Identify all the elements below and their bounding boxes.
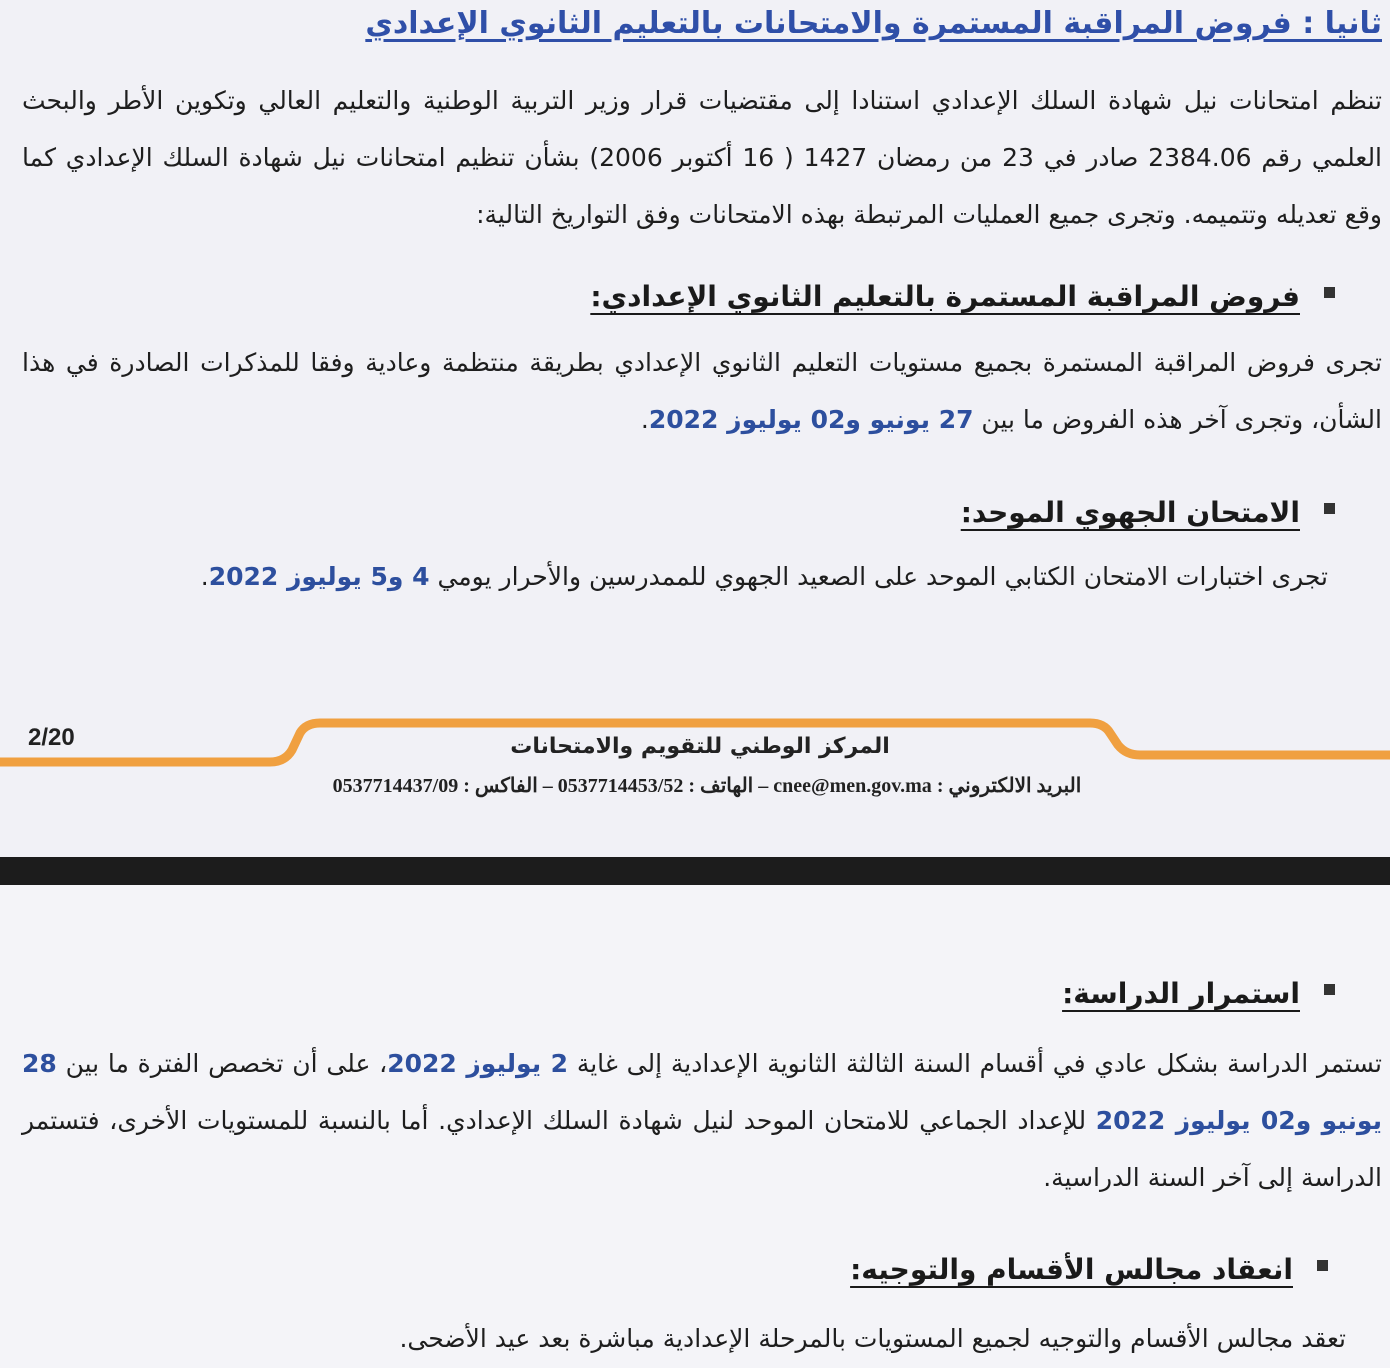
phone-number: 0537714453/52	[557, 775, 684, 797]
section-heading-class-councils: انعقاد مجالس الأقسام والتوجيه:	[850, 1253, 1328, 1286]
date-highlight: 28 يونيو و02 يوليوز 2022	[22, 1049, 1382, 1135]
page-number: 2/20	[28, 724, 75, 751]
intro-paragraph: تنظم امتحانات نيل شهادة السلك الإعدادي استنادا إلى مقتضيات قرار وزير التربية الوطنية والتعليم العالي وتكوين الأطر والبحث العلمي رقم 2384.06 صادر في 23 من رمضان 1427 ( 16 أكتوبر 2006) بشأن تنظيم امتحانات نيل شهادة السلك الإعدادي كما وقع تعديله وتتميمه. وتجرى جميع العمليات المرتبطة بهذه الامتحانات وفق التواريخ التالية:	[22, 86, 1383, 229]
date-highlight: 4 و5 يوليوز 2022	[208, 562, 430, 591]
section-paragraph-continuous-assessment: تجرى فروض المراقبة المستمرة بجميع مستويات التعليم الثانوي الإعدادي بطريقة منتظمة وعادية وفقا للمذكرات الصادرة في هذا الشأن، وتجرى آخر هذه الفروض ما بين 27 يونيو و02 يوليوز 2022.	[22, 348, 1382, 434]
section-paragraph-class-councils: تعقد مجالس الأقسام والتوجيه لجميع المستويات بالمرحلة الإعدادية مباشرة بعد عيد الأضحى.	[399, 1324, 1346, 1353]
separator: –	[758, 775, 769, 797]
square-bullet-icon	[1324, 287, 1335, 298]
date-highlight: 27 يونيو و02 يوليوز 2022	[648, 405, 974, 434]
section-paragraph-study-continuation: تستمر الدراسة بشكل عادي في أقسام السنة الثالثة الثانوية الإعدادية إلى غاية 2 يوليوز 2022، على أن تخصص الفترة ما بين 28 يونيو و02 يوليوز 2022 للإعداد الجماعي للامتحان الموحد لنيل شهادة السلك الإعدادي. أما بالنسبة للمستويات الأخرى، فتستمر الدراسة إلى آخر السنة الدراسية.	[22, 1049, 1382, 1192]
fax-number: 0537714437/09	[332, 775, 459, 797]
separator: –	[542, 775, 553, 797]
date-highlight: 2 يوليوز 2022	[387, 1049, 569, 1078]
email-address: cnee@men.gov.ma	[773, 775, 932, 797]
section-heading-study-continuation: استمرار الدراسة:	[1062, 977, 1335, 1010]
square-bullet-icon	[1324, 984, 1335, 995]
square-bullet-icon	[1324, 503, 1335, 514]
square-bullet-icon	[1317, 1260, 1328, 1271]
section-heading-continuous-assessment: فروض المراقبة المستمرة بالتعليم الثانوي الإعدادي:	[590, 280, 1335, 313]
main-title: ثانيا : فروض المراقبة المستمرة والامتحانات بالتعليم الثانوي الإعدادي	[365, 6, 1382, 41]
page-separator	[0, 857, 1390, 885]
email-label: البريد الالكتروني :	[936, 775, 1082, 797]
section-heading-regional-exam: الامتحان الجهوي الموحد:	[961, 496, 1335, 529]
phone-label: الهاتف :	[688, 775, 754, 797]
document-page-bottom	[0, 885, 1390, 1368]
section-paragraph-regional-exam: تجرى اختبارات الامتحان الكتابي الموحد على الصعيد الجهوي للممدرسين والأحرار يومي 4 و5 يوليوز 2022.	[200, 562, 1328, 591]
center-name: المركز الوطني للتقويم والامتحانات	[510, 734, 890, 759]
contact-line	[232, 773, 1182, 798]
fax-label: الفاكس :	[463, 775, 538, 797]
